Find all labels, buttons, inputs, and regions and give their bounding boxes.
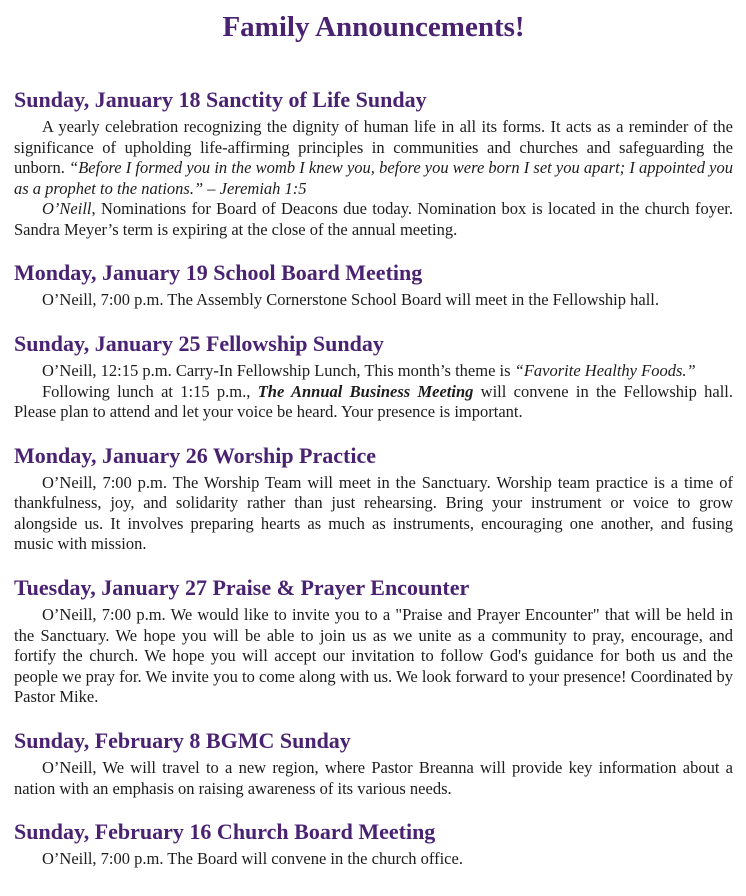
- section-fellowship-sunday: [14, 331, 733, 423]
- location-name: O’Neill: [42, 199, 92, 219]
- paragraph: [14, 199, 733, 240]
- text-run: will convene in the Fellowship hall. Please plan to attend and let your voice be heard. Your presence is important.: [14, 381, 733, 422]
- paragraph: [14, 290, 733, 311]
- section-sanctity-of-life: [14, 87, 733, 240]
- paragraph: [14, 117, 733, 199]
- section-worship-practice: [14, 443, 733, 555]
- paragraph: [14, 605, 733, 708]
- text-run: , Nominations for Board of Deacons due today. Nomination box is located in the church foyer. Sandra Meyer’s term is expiring at the close of the annual meeting.: [14, 199, 733, 239]
- section-praise-prayer-encounter: [14, 575, 733, 708]
- paragraph: [14, 382, 733, 423]
- section-church-board-meeting: [14, 819, 733, 870]
- text-run: Following lunch at 1:15 p.m.,: [42, 381, 258, 401]
- text-run: O’Neill, 7:00 p.m. The Assembly Cornerstone School Board will meet in the Fellowship hall.: [42, 290, 660, 310]
- text-run: O’Neill, We will travel to a new region, where Pastor Breanna will provide key information about a nation with an emphasis on raising awareness of its various needs.: [14, 758, 733, 798]
- theme-name: “Favorite Healthy Foods.”: [514, 361, 696, 381]
- page-title: Family Announcements!: [222, 11, 525, 43]
- text-run: A yearly celebration recognizing the dignity of human life in all its forms. It acts as a reminder of the significance of upholding life-affirming principles in communities and churches and safeguarding the unborn.: [14, 117, 733, 178]
- paragraph: [14, 758, 733, 799]
- scripture-quote: “Before I formed you in the womb I knew you, before you were born I set you apart; I appointed you as a prophet to the nations.” – Jeremiah 1:5: [14, 158, 733, 198]
- section-school-board-meeting: [14, 260, 733, 311]
- section-heading-worship-practice: Monday, January 26 Worship Practice: [14, 442, 376, 468]
- section-bgmc-sunday: [14, 728, 733, 799]
- section-heading-fellowship-sunday: Sunday, January 25 Fellowship Sunday: [14, 330, 384, 356]
- section-heading-sanctity-of-life: Sunday, January 18 Sanctity of Life Sunday: [14, 86, 427, 112]
- section-heading-praise-prayer-encounter: Tuesday, January 27 Praise & Prayer Encounter: [14, 574, 470, 600]
- section-heading-bgmc-sunday: Sunday, February 8 BGMC Sunday: [14, 727, 351, 753]
- text-run: O’Neill, 7:00 p.m. We would like to invite you to a "Praise and Prayer Encounter" that will be held in the Sanctuary. We hope you will be able to join us as we unite as a community to pray, encourage, and fortify the church. We hope you will accept our invitation to follow God's guidance for both us and the people we pray for. We invite you to come along with us. We look forward to your presence! Coordinated by Pastor Mike.: [14, 605, 733, 707]
- paragraph: [14, 361, 733, 382]
- event-name-emphasis: The Annual Business Meeting: [257, 381, 474, 401]
- section-heading-church-board-meeting: Sunday, February 16 Church Board Meeting: [14, 819, 436, 845]
- paragraph: [14, 849, 733, 870]
- text-run: O’Neill, 7:00 p.m. The Worship Team will meet in the Sanctuary. Worship team practice is a time of thankfulness, joy, and solidarity rather than just rehearsing. Bring your instrument or voice to grow alongside us. It involves preparing hearts as much as instruments, encouraging one another, and fusing music with mission.: [14, 472, 733, 554]
- text-run: O’Neill, 12:15 p.m. Carry-In Fellowship Lunch, This month’s theme is: [42, 361, 515, 381]
- paragraph: [14, 473, 733, 555]
- text-run: O’Neill, 7:00 p.m. The Board will convene in the church office.: [42, 849, 463, 869]
- section-heading-school-board-meeting: Monday, January 19 School Board Meeting: [14, 260, 423, 286]
